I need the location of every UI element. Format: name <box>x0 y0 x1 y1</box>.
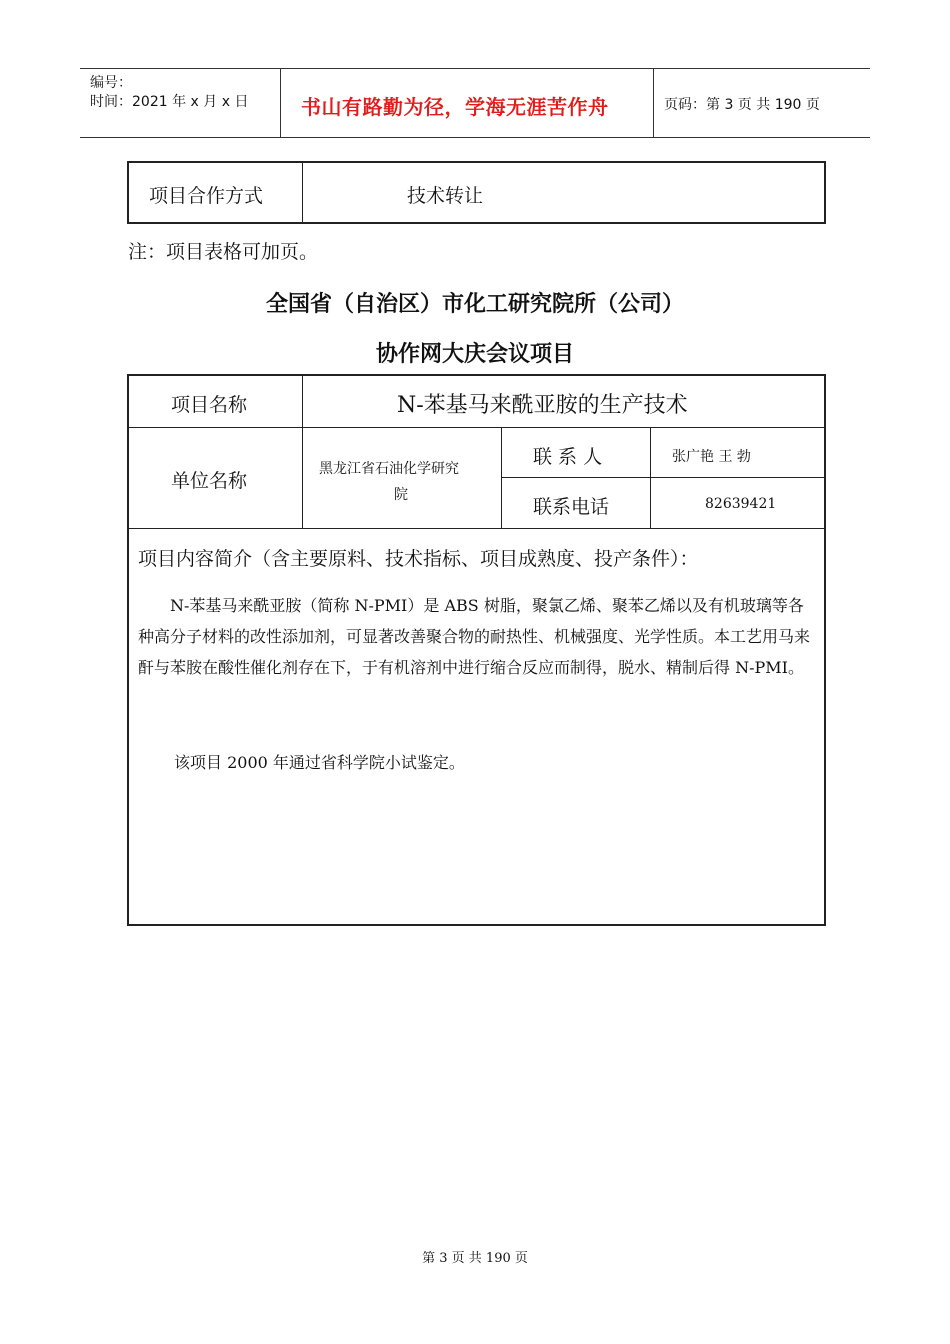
table-divider <box>302 163 303 222</box>
intro-paragraph: N-苯基马来酰亚胺（简称 N-PMI）是 ABS 树脂，聚氯乙烯、聚苯乙烯以及有机玻璃等各种高分子材料的改性添加剂，可显著改善聚合物的耐热性、机械强度、光学性质。本工艺用马来酐与苯胺在酸性催化剂存在下，于有机溶剂中进行缩合反应而制得，脱水、精制后得 N-PMI。 <box>138 596 811 677</box>
column-divider <box>501 427 502 528</box>
header-motto-cell <box>281 69 654 137</box>
table-note: 注：项目表格可加页。 <box>128 241 319 263</box>
header-page-info: 页码：第 3 页 共 190 页 <box>664 97 820 113</box>
phone-value: 82639421 <box>705 496 777 512</box>
column-divider <box>650 427 651 528</box>
page-header <box>80 68 870 138</box>
row-divider <box>501 477 824 478</box>
intro-body <box>138 590 818 683</box>
row-divider <box>129 427 824 428</box>
page-footer: 第 3 页 共 190 页 <box>422 1251 528 1266</box>
contact-value: 张广艳 王 勃 <box>672 449 751 465</box>
unit-name-value-line2: 院 <box>394 487 408 503</box>
phone-label: 联系电话 <box>533 496 610 518</box>
column-divider <box>302 376 303 528</box>
unit-name-value-line1: 黑龙江省石油化学研究 <box>319 461 459 477</box>
doc-title-line2: 协作网大庆会议项目 <box>375 342 574 367</box>
intro-paragraph-2: 该项目 2000 年通过省科学院小试鉴定。 <box>174 753 465 772</box>
contact-label: 联 系 人 <box>533 446 603 468</box>
intro-conclusion <box>142 747 822 778</box>
document-date: 时间：2021 年 x 月 x 日 <box>90 94 249 110</box>
document-number: 编号： <box>90 75 132 91</box>
header-meta <box>80 69 281 137</box>
doc-title-line1: 全国省（自治区）市化工研究院所（公司） <box>265 292 684 317</box>
intro-heading: 项目内容简介（含主要原料、技术指标、项目成熟度、投产条件）： <box>138 548 699 570</box>
header-page-cell <box>654 69 870 137</box>
header-motto: 书山有路勤为径，学海无涯苦作舟 <box>301 95 609 119</box>
project-name-value: N-苯基马来酰亚胺的生产技术 <box>397 393 688 418</box>
row-divider <box>129 528 824 529</box>
cooperation-label: 项目合作方式 <box>149 185 264 207</box>
cooperation-value: 技术转让 <box>407 185 484 207</box>
project-name-label: 项目名称 <box>171 394 248 416</box>
cooperation-table <box>127 161 826 224</box>
unit-name-label: 单位名称 <box>171 470 248 492</box>
